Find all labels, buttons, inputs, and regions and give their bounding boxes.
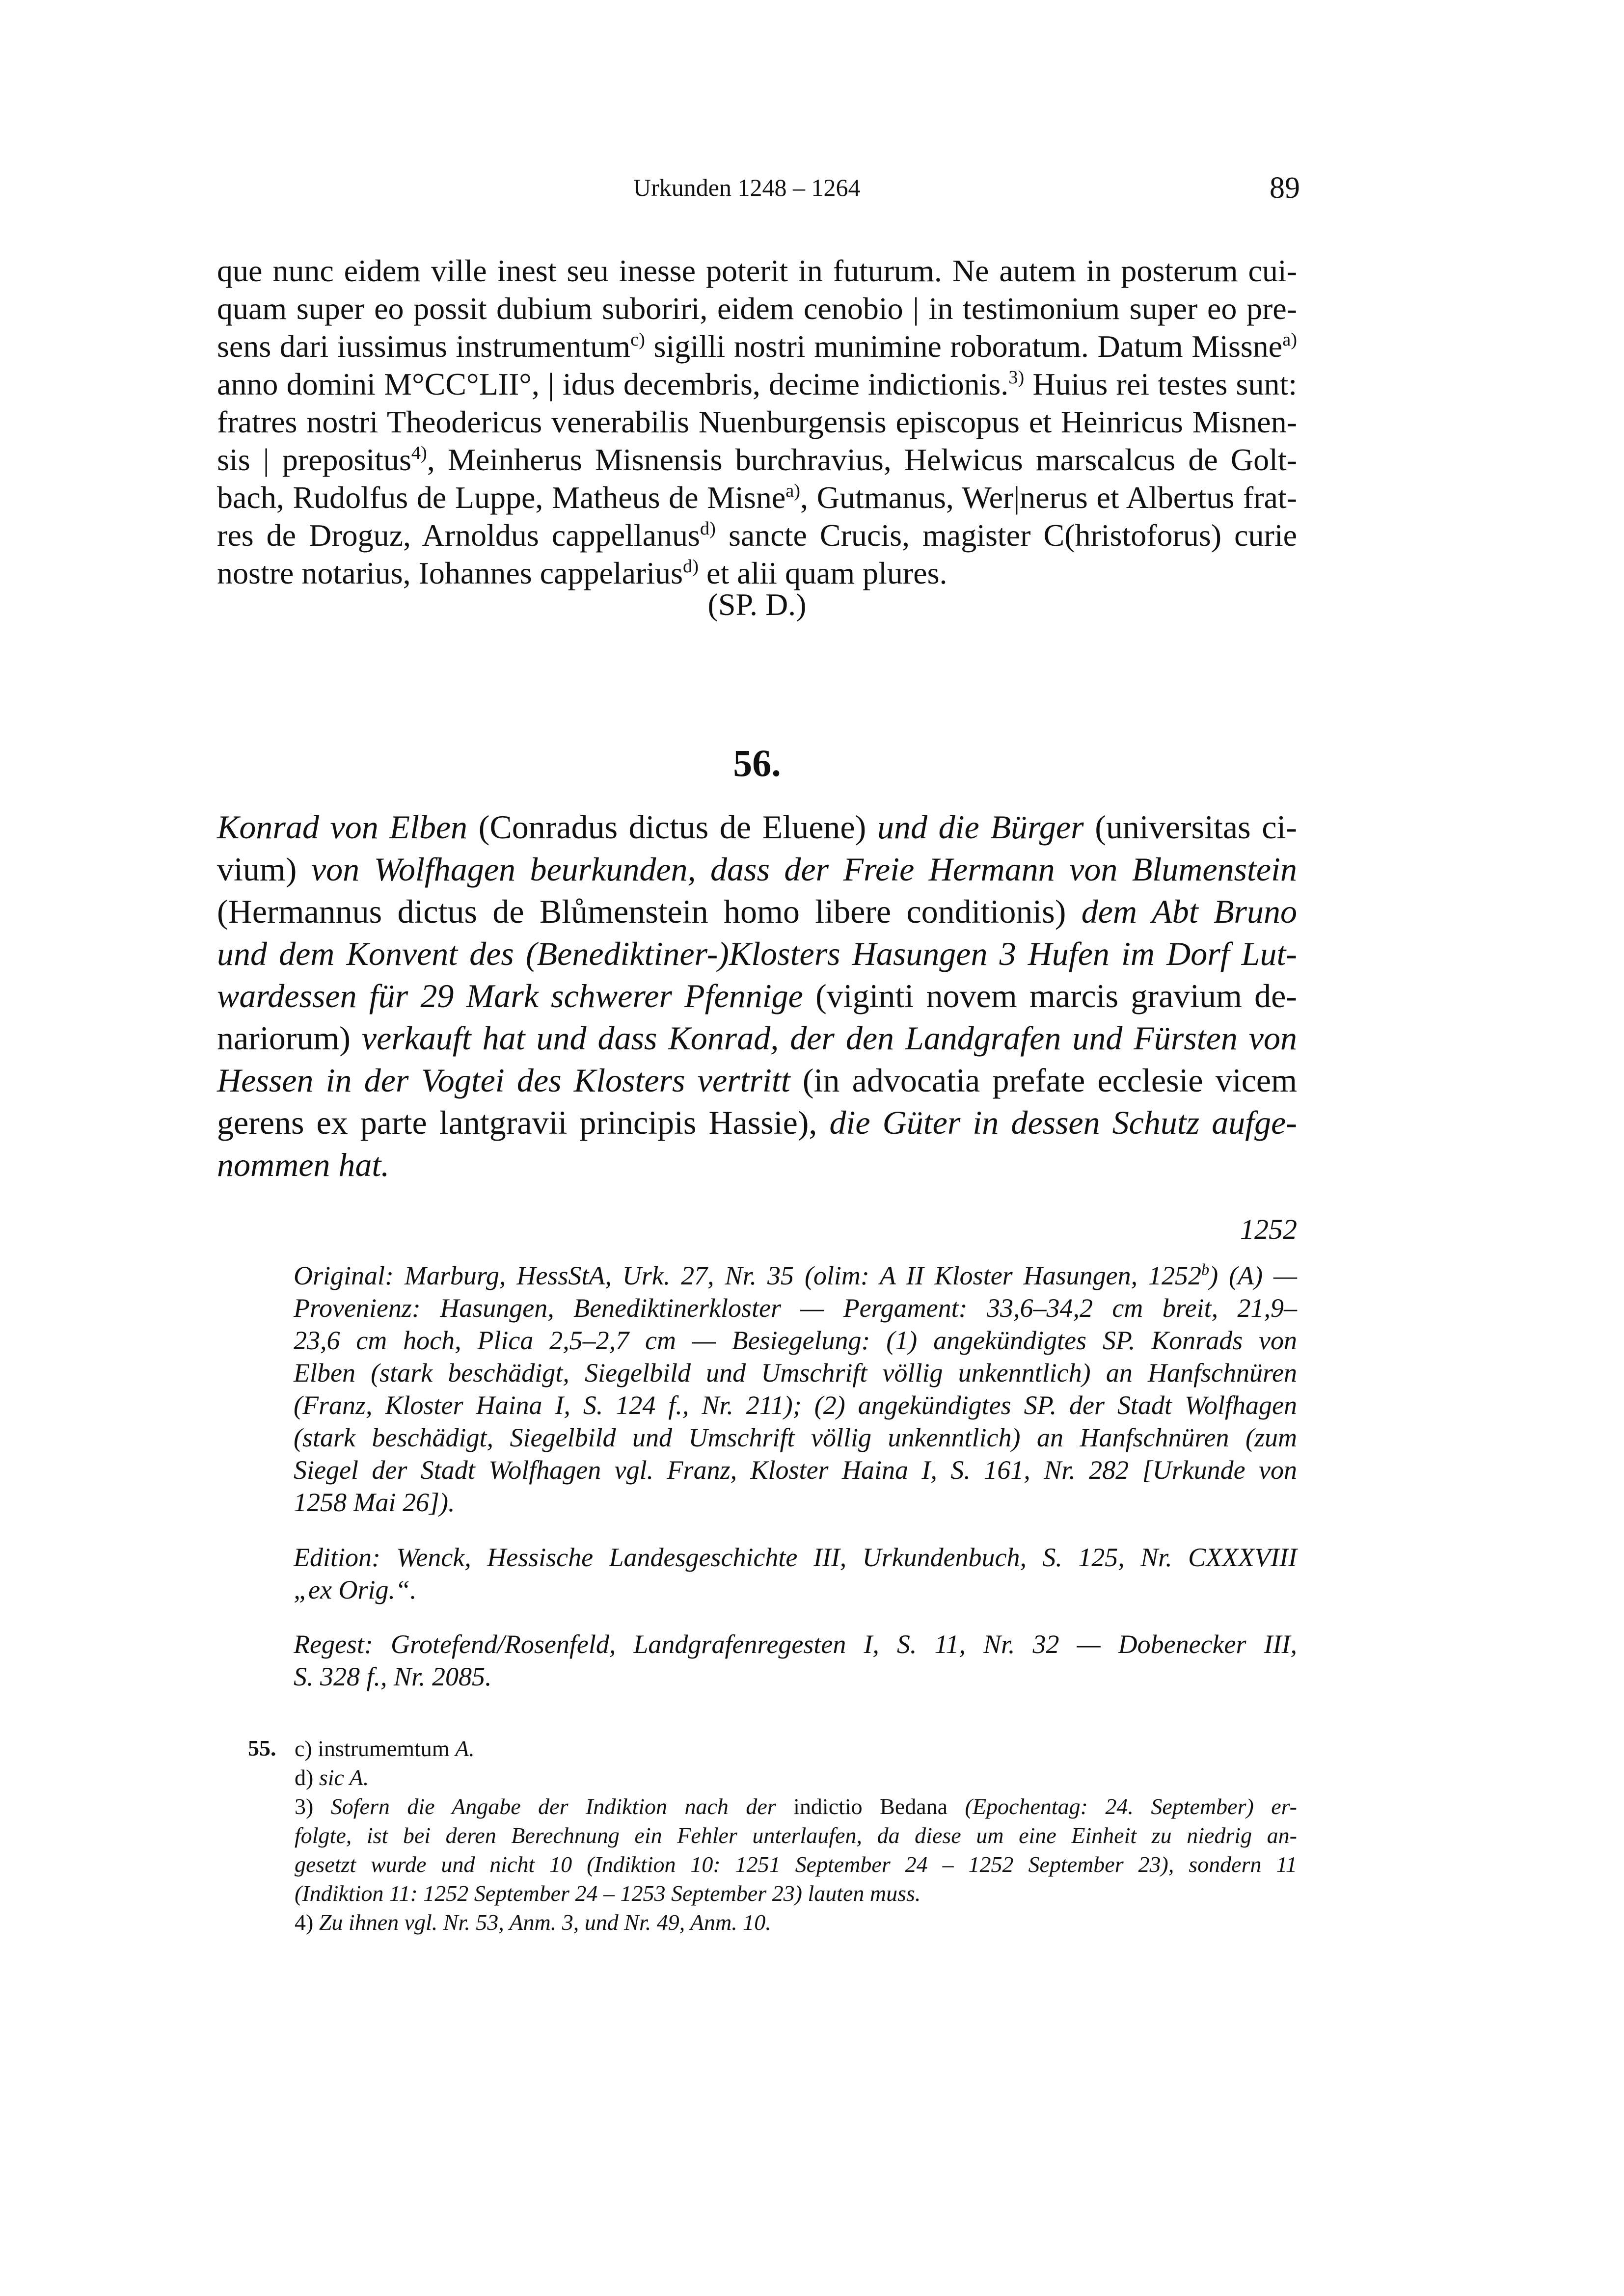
charter-text-run: sens dari iussimus instrumentum (217, 329, 631, 364)
source-regest (294, 1628, 1297, 1693)
source-line: „ex Orig.“. (294, 1575, 417, 1604)
footnote-text: (Epochentag: 24. September) er- (947, 1794, 1297, 1819)
footnote-text: indictio Bedana (793, 1794, 948, 1819)
footnote-mark: 3) (295, 1794, 331, 1819)
footnote-marker: a) (1282, 329, 1298, 350)
source-line: Edition: Wenck, Hessische Landesgeschichte III, Urkundenbuch, S. 125, Nr. CXXXVIII (294, 1543, 1297, 1572)
regest-line (217, 933, 1297, 975)
regest-roman: (viginti novem marcis gravium de- (803, 977, 1297, 1015)
regest-italic: dem Abt Bruno (1081, 893, 1297, 930)
regest-roman: (universitas ci- (1083, 808, 1297, 846)
source-line: 23,6 cm hoch, Plica 2,5–2,7 cm — Besiegelung: (1) angekündigtes SP. Konrads von (294, 1326, 1297, 1355)
charter-text-run: et alii quam plures. (699, 556, 947, 590)
source-line: (stark beschädigt, Siegelbild und Umschrift völlig unkenntlich) an Hanfschnüren (zum (294, 1423, 1297, 1452)
document-number: 56. (733, 742, 781, 784)
charter-line: que nunc eidem ville inest seu inesse poterit in futurum. Ne autem in posterum cui- (217, 253, 1297, 288)
seal-note: (SP. D.) (707, 587, 807, 622)
regest-line (217, 1101, 1297, 1144)
footnotes (295, 1734, 1297, 1950)
source-edition (294, 1541, 1297, 1606)
charter-text-run: sigilli nostri munimine roboratum. Datum Missne (645, 329, 1283, 364)
footnote-mark: c) (295, 1736, 318, 1761)
regest-line (217, 890, 1297, 933)
footnote-text: sic A. (319, 1765, 369, 1790)
charter-line (217, 440, 1297, 480)
regest-italic: verkauft hat und dass Konrad, der den Landgrafen und Fürsten von (361, 1019, 1297, 1057)
regest-italic: und die Bürger (877, 808, 1084, 846)
charter-text-run: Huius rei testes sunt: (1024, 367, 1298, 401)
footnote-text: instrumemtum (318, 1736, 456, 1761)
charter-text-run: bach, Rudolfus de Luppe, Matheus de Misne (217, 480, 786, 515)
regest-line (217, 1017, 1297, 1059)
footnote-marker: 3) (1008, 367, 1025, 388)
footnote-marker: d) (683, 556, 699, 577)
source-line: Regest: Grotefend/Rosenfeld, Landgrafenregesten I, S. 11, Nr. 32 — Dobenecker III, (294, 1629, 1297, 1659)
footnote-marker: a) (785, 480, 801, 501)
footnote-3-line: (Indiktion 11: 1252 September 24 – 1253 September 23) lauten muss. (295, 1881, 921, 1906)
source-line: Provenienz: Hasungen, Benediktinerkloster — Pergament: 33,6–34,2 cm breit, 21,9– (294, 1293, 1297, 1323)
regest-roman: vium) (217, 851, 311, 888)
footnote-text: A. (455, 1736, 475, 1761)
footnote-4 (295, 1908, 1297, 1937)
charter-text-run: , Gutmanus, Wer|nerus et Albertus frat- (800, 480, 1297, 515)
footnote-mark: 4) (295, 1910, 319, 1935)
footnote-c (295, 1734, 1297, 1763)
footnote-mark: d) (295, 1765, 319, 1790)
regest-italic: die Güter in dessen Schutz aufge- (829, 1104, 1298, 1141)
regest-line (217, 975, 1297, 1017)
charter-text (217, 251, 1297, 595)
document-date: 1252 (1240, 1213, 1297, 1245)
source-line (294, 1259, 1297, 1292)
regest-summary (217, 806, 1297, 1189)
charter-text-run: , Meinherus Misnensis burchravius, Helwicus marscalcus de Golt- (427, 442, 1297, 477)
source-original (294, 1259, 1297, 1520)
regest-roman: (Conradus dictus de Eluene) (467, 808, 877, 846)
footnote-marker: b (1201, 1261, 1210, 1279)
source-text: ) (A) — (1209, 1261, 1297, 1290)
regest-italic: Hessen in der Vogtei des Klosters vertritt (217, 1062, 790, 1099)
regest-italic: und dem Konvent des (Benediktiner-)Klosters Hasungen 3 Hufen im Dorf Lut- (217, 935, 1297, 972)
regest-line (217, 806, 1297, 848)
charter-text-run: anno domini M°CC°LII°, | idus decembris, decime indictionis. (217, 367, 1009, 401)
charter-text-run: nostre notarius, Iohannes cappelarius (217, 556, 683, 590)
footnote-text: Zu ihnen vgl. Nr. 53, Anm. 3, und Nr. 49, Anm. 10. (319, 1910, 771, 1935)
running-title: Urkunden 1248 – 1264 (633, 174, 861, 201)
regest-roman: (Hermannus dictus de Blůmenstein homo libere conditionis) (217, 893, 1082, 930)
regest-line (217, 1059, 1297, 1101)
regest-roman: gerens ex parte lantgravii principis Hassie), (217, 1104, 830, 1141)
source-line: S. 328 f., Nr. 2085. (294, 1662, 492, 1691)
source-line: 1258 Mai 26]). (294, 1488, 455, 1517)
footnote-marker: d) (700, 518, 716, 539)
regest-line (217, 1144, 1297, 1186)
source-line: Siegel der Stadt Wolfhagen vgl. Franz, Kloster Haina I, S. 161, Nr. 282 [Urkunde von (294, 1455, 1297, 1485)
regest-italic: von Wolfhagen beurkunden, dass der Freie Hermann von Blumenstein (311, 851, 1297, 888)
footnote-marker: c) (630, 329, 645, 350)
footnote-3 (295, 1792, 1297, 1821)
footnote-text: Sofern die Angabe der Indiktion nach der (330, 1794, 794, 1819)
charter-line (217, 365, 1297, 404)
charter-line (217, 478, 1297, 517)
charter-line: fratres nostri Theodericus venerabilis Nuenburgensis episcopus et Heinricus Misnen- (217, 404, 1297, 439)
source-text: Original: Marburg, HessStA, Urk. 27, Nr. 35 (olim: A II Kloster Hasungen, 1252 (294, 1261, 1201, 1290)
footnote-3-line: gesetzt wurde und nicht 10 (Indiktion 10: 1251 September 24 – 1252 September 23), sondern 11 (295, 1852, 1297, 1877)
charter-text-run: res de Droguz, Arnoldus cappellanus (217, 518, 700, 553)
charter-text-run: sancte Crucis, magister C(hristoforus) curie (715, 518, 1298, 553)
charter-line: quam super eo possit dubium suboriri, eidem cenobio | in testimonium super eo pre- (217, 291, 1297, 326)
page-number: 89 (1270, 171, 1300, 205)
source-line: (Franz, Kloster Haina I, S. 124 f., Nr. 211); (2) angekündigtes SP. der Stadt Wolfhagen (294, 1390, 1297, 1420)
notes-document-number: 55. (248, 1735, 276, 1761)
regest-italic: nommen hat. (217, 1146, 390, 1183)
source-line: Elben (stark beschädigt, Siegelbild und Umschrift völlig unkenntlich) an Hanfschnüren (294, 1358, 1297, 1388)
footnote-marker: 4) (411, 442, 427, 463)
footnote-d (295, 1763, 1297, 1792)
footnote-3-line: folgte, ist bei deren Berechnung ein Fehler unterlaufen, da diese um eine Einheit zu niedrig an- (295, 1823, 1297, 1848)
regest-roman: (in advocatia prefate ecclesie vicem (790, 1062, 1297, 1099)
charter-line (217, 516, 1297, 555)
charter-text-run: sis | prepositus (217, 442, 411, 477)
regest-line (217, 848, 1297, 890)
charter-line (217, 327, 1297, 366)
regest-roman: nariorum) (217, 1019, 362, 1057)
regest-italic: wardessen für 29 Mark schwerer Pfennige (217, 977, 803, 1015)
regest-italic: Konrad von Elben (217, 808, 468, 846)
